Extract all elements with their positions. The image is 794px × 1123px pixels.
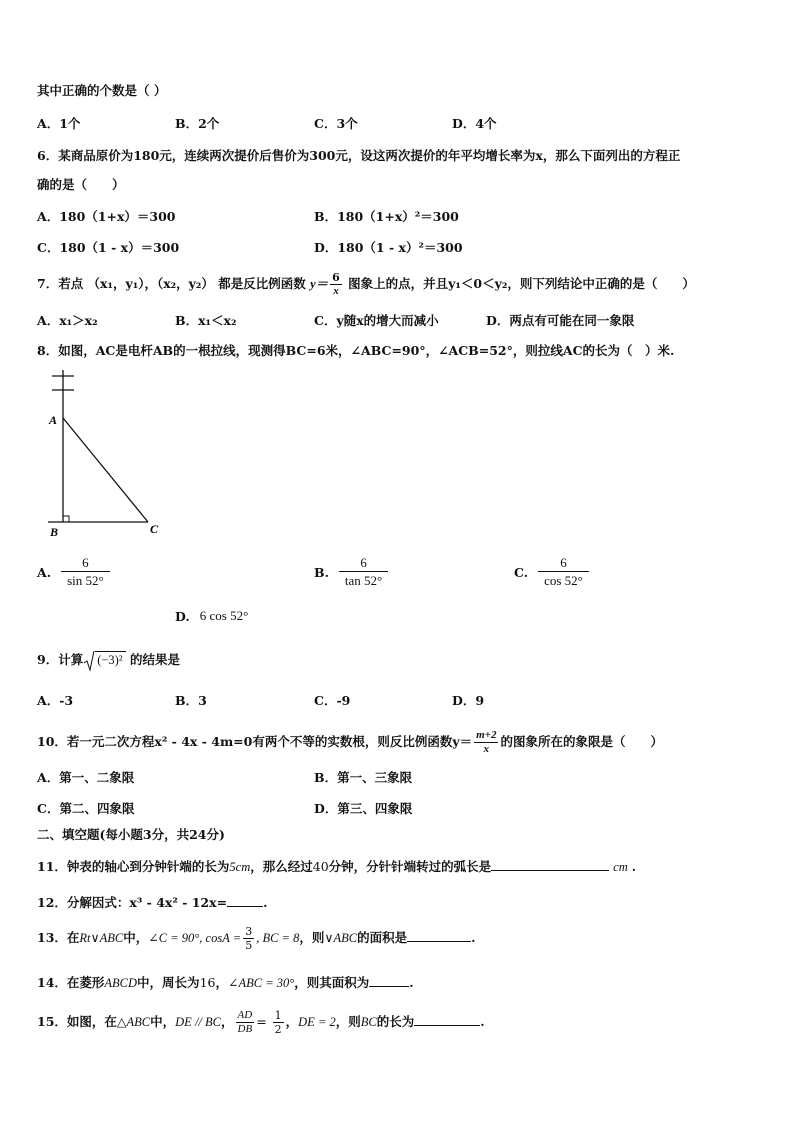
section-heading-fill-blank: 二、填空题(每小题3分，共24分) — [37, 827, 225, 842]
q13-text-1: 13．在 — [37, 930, 80, 945]
q15-text-1: 15．如图，在 — [37, 1014, 117, 1029]
q14-text-3: ， — [215, 975, 228, 990]
q8-option-d-label: D. — [175, 609, 190, 624]
question-10 — [37, 728, 663, 756]
q13-frac-den: 5 — [245, 939, 253, 952]
q13-period: . — [471, 930, 476, 945]
q9-prefix: 9．计算 — [37, 652, 84, 667]
q15-frac-den: DB — [237, 1023, 253, 1035]
q10-frac-num: m+2 — [476, 729, 497, 741]
q15-text-6: 的长为 — [376, 1014, 415, 1029]
q6-option-c: C．180（1 - x）＝300 — [37, 240, 180, 255]
q7-option-d: D．两点有可能在同一象限 — [486, 313, 635, 328]
q14-text-1: 14．在菱形 — [37, 975, 105, 990]
q14-period: . — [409, 975, 414, 990]
option-b: B．2个 — [175, 116, 220, 131]
q15-text-2: 中， — [150, 1014, 176, 1029]
q12-text: 12．分解因式：x³ - 4x² - 12x= — [37, 895, 228, 910]
q8-option-a-fraction — [61, 554, 110, 590]
q11-text-2: ，那么经过 — [250, 859, 313, 874]
q9-suffix: 的结果是 — [129, 652, 180, 667]
q15-frac-num: AD — [237, 1009, 253, 1021]
q15-value-fraction — [273, 1009, 284, 1036]
q11-text-1: 11．钟表的轴心到分钟针端的长为 — [37, 859, 230, 874]
q7-frac-den: x — [333, 285, 339, 297]
q15-text-4: ， — [285, 1014, 299, 1029]
option-c: C．3个 — [314, 116, 358, 131]
right-angle-mark — [63, 516, 69, 522]
question-6-line1: 6．某商品原价为180元，连续两次提价后售价为300元，设这两次提价的年平均增长率为x，那么下面列出的方程正 — [37, 148, 681, 163]
q10-option-b: B．第一、三象限 — [314, 770, 413, 785]
question-intro: 其中正确的个数是（ ） — [37, 83, 167, 98]
q10-fraction — [474, 729, 498, 756]
q15-equals: = — [256, 1014, 271, 1029]
q10-option-d: D．第三、四象限 — [314, 801, 413, 816]
q15-parallel: DE // BC — [175, 1015, 221, 1029]
question-15 — [37, 1006, 485, 1038]
label-b: B — [50, 525, 59, 539]
q13-triangle: Rt∨ABC — [79, 931, 124, 945]
question-11 — [37, 858, 636, 875]
option-a: A．1个 — [37, 116, 81, 131]
q15-value-den: 2 — [274, 1023, 282, 1036]
q10-text-2: 的图象所在的象限是（ ） — [500, 734, 663, 749]
question-6-line2: 确的是（ ） — [37, 177, 125, 192]
option-d: D．4个 — [452, 116, 497, 131]
q8-b-den: tan 52° — [339, 571, 388, 590]
q7-text-1: 7．若点 （x₁，y₁），（x₂，y₂） 都是反比例函数 — [37, 276, 306, 291]
q13-condition-1: ∠C = 90°, cosA = — [148, 931, 242, 945]
q9-option-d: D．9 — [452, 693, 485, 708]
q14-perimeter: 16 — [199, 975, 216, 990]
q13-triangle-2: ∨ABC — [324, 931, 358, 945]
q8-option-c — [514, 554, 589, 590]
q8-b-num: 6 — [360, 555, 367, 570]
q11-answer-blank[interactable] — [491, 858, 609, 871]
q15-value-num: 1 — [274, 1009, 282, 1022]
q15-bc: BC — [360, 1015, 377, 1029]
question-12 — [37, 894, 267, 911]
q6-option-d: D．180（1 - x）²＝300 — [314, 240, 463, 255]
q14-text-4: ，则其面积为 — [294, 975, 370, 990]
q15-answer-blank[interactable] — [414, 1013, 480, 1026]
q13-fraction — [243, 925, 254, 952]
q7-option-c: C．y随x的增大而减小 — [314, 313, 439, 328]
q13-text-4: 的面积是 — [357, 930, 408, 945]
q9-radicand: (−3)² — [95, 651, 125, 667]
q8-option-b — [314, 554, 388, 590]
q9-option-b: B．3 — [175, 693, 207, 708]
q14-angle: ∠ABC = 30° — [227, 976, 295, 990]
q13-answer-blank[interactable] — [407, 929, 471, 942]
q8-option-d — [175, 608, 248, 624]
q12-period: . — [263, 895, 268, 910]
figure-pole-triangle — [40, 370, 180, 542]
q8-option-c-label: C. — [514, 564, 529, 580]
q15-triangle: △ABC — [116, 1015, 151, 1029]
q10-option-a: A．第一、二象限 — [37, 770, 135, 785]
q15-text-3: ， — [221, 1014, 234, 1029]
q8-a-den: sin 52° — [61, 571, 110, 590]
q8-option-b-label: B. — [314, 564, 329, 580]
q8-option-a-label: A. — [37, 564, 52, 580]
q15-text-5: ，则 — [335, 1014, 361, 1029]
q14-answer-blank[interactable] — [369, 974, 409, 987]
q8-option-b-fraction — [339, 554, 388, 590]
label-c: C — [150, 522, 159, 536]
q10-frac-den: x — [483, 743, 490, 755]
q11-text-3: 分钟，分针针端转过的弧长是 — [328, 859, 492, 874]
q6-option-a: A．180（1+x）＝300 — [37, 209, 176, 224]
q7-text-2: 图象上的点，并且y₁＜0＜y₂，则下列结论中正确的是（ ） — [348, 276, 695, 291]
question-13 — [37, 922, 476, 954]
q15-period: . — [480, 1014, 485, 1029]
question-8: 8．如图，AC是电杆AB的一根拉线，现测得BC=6米，∠ABC=90°，∠ACB=52°，则拉线AC的长为（ ）米. — [37, 343, 675, 358]
q10-option-c: C．第二、四象限 — [37, 801, 135, 816]
q8-option-c-fraction — [538, 554, 589, 590]
q7-func-lhs: y＝ — [310, 277, 329, 291]
q14-text-2: 中，周长为 — [137, 975, 200, 990]
q6-option-b: B．180（1+x）²＝300 — [314, 209, 459, 224]
q8-c-den: cos 52° — [538, 571, 589, 590]
q8-option-a — [37, 554, 110, 590]
q7-fraction — [330, 271, 342, 298]
question-9 — [37, 648, 180, 673]
q13-frac-num: 3 — [245, 925, 253, 938]
q15-ratio-fraction — [236, 1009, 255, 1036]
question-7 — [37, 270, 695, 298]
question-14 — [37, 974, 414, 991]
q12-answer-blank[interactable] — [227, 894, 263, 907]
q8-c-num: 6 — [560, 555, 567, 570]
q8-d-expr: 6 cos 52° — [199, 608, 249, 623]
q13-text-3: ，则 — [299, 930, 325, 945]
q7-option-a: A．x₁＞x₂ — [37, 313, 98, 328]
q10-text-1: 10．若一元二次方程x² - 4x - 4m=0有两个不等的实数根，则反比例函数y＝ — [37, 734, 473, 749]
q11-length: 5cm — [229, 860, 251, 874]
q8-a-num: 6 — [82, 555, 89, 570]
q7-frac-num: 6 — [332, 271, 340, 284]
q9-option-a: A．-3 — [37, 693, 74, 708]
q9-option-c: C．-9 — [314, 693, 351, 708]
label-a: A — [49, 413, 58, 427]
q11-minutes: 40 — [312, 859, 329, 874]
q14-shape: ABCD — [104, 976, 138, 990]
q15-de: DE = 2 — [298, 1015, 336, 1029]
q11-period: . — [631, 859, 637, 874]
q7-option-b: B．x₁＜x₂ — [175, 313, 237, 328]
q13-text-2: 中， — [123, 930, 149, 945]
q11-unit: cm — [613, 860, 628, 874]
guy-wire-ac — [63, 418, 148, 522]
q13-condition-2: , BC = 8 — [256, 931, 300, 945]
sqrt-symbol — [83, 649, 95, 673]
